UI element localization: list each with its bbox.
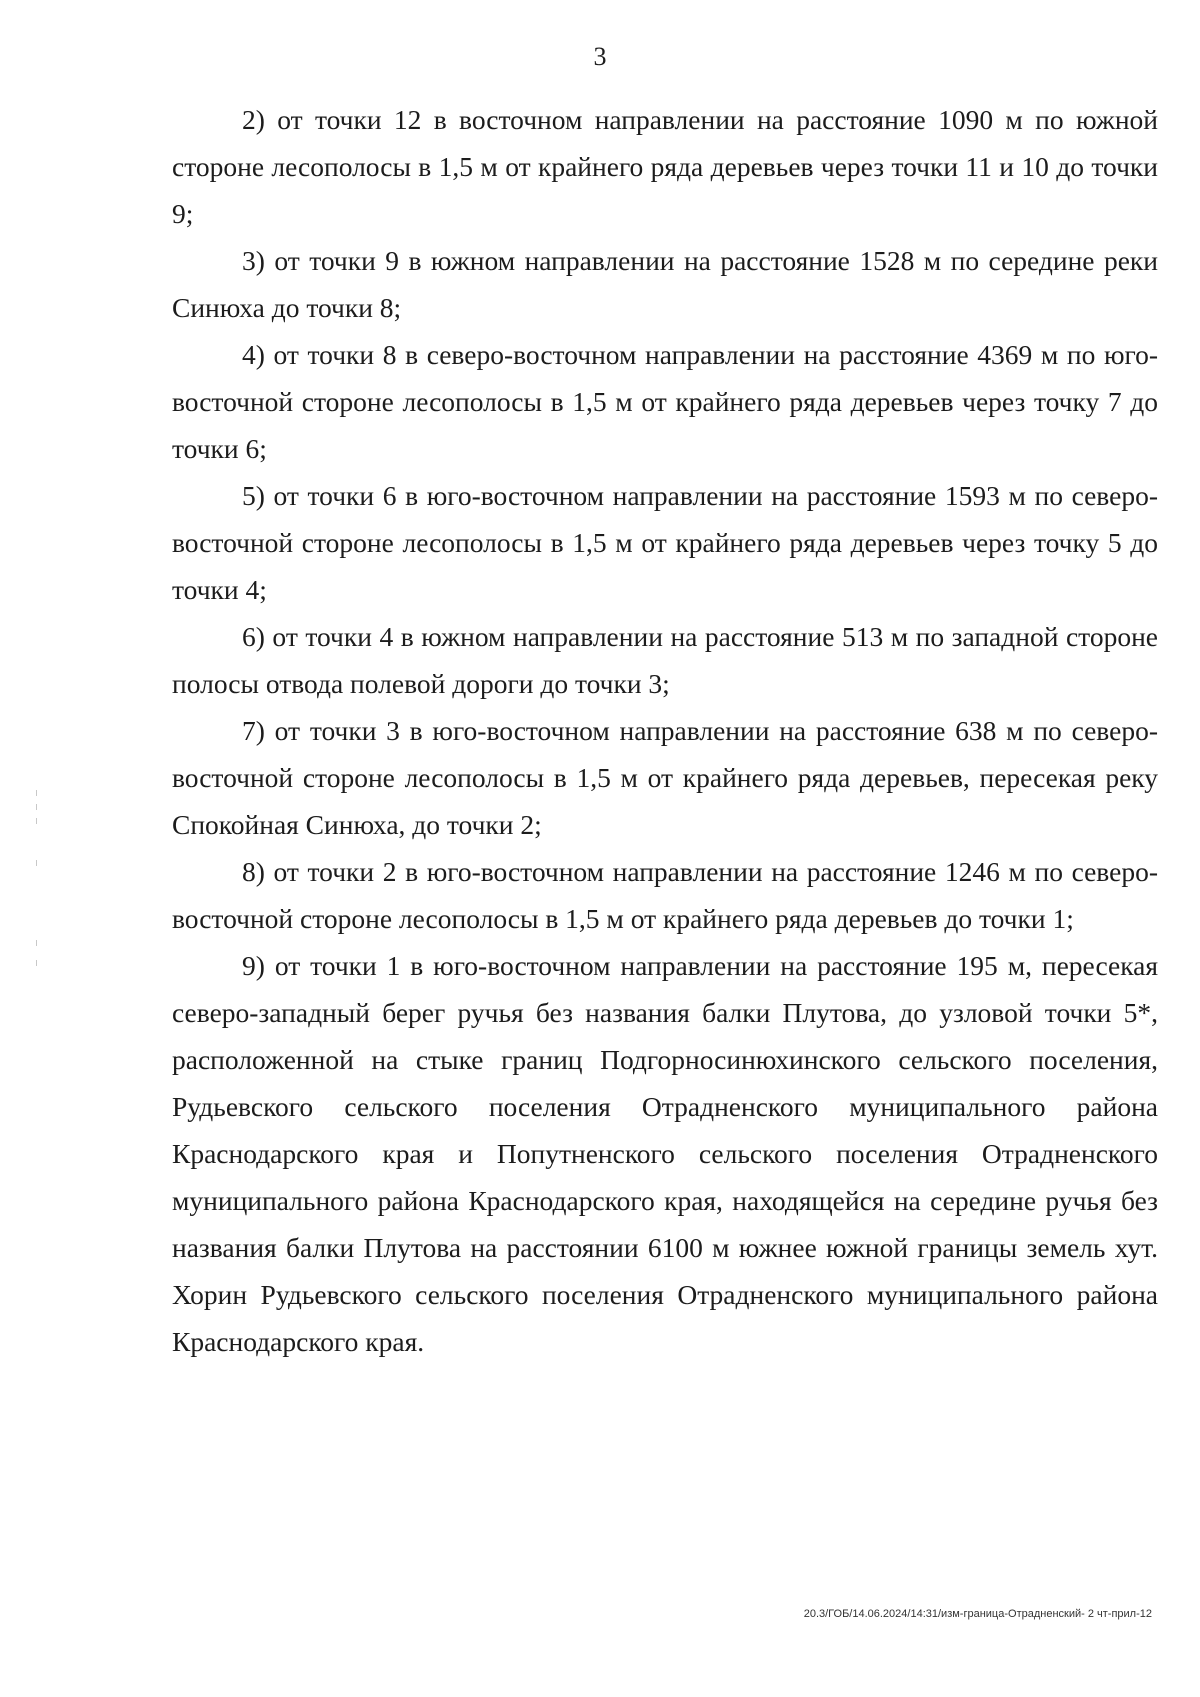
- paragraph-item-3: 3) от точки 9 в южном направлении на расстояние 1528 м по середине реки Синюха до точки 8;: [172, 245, 1158, 323]
- paragraph-item-4: 4) от точки 8 в северо-восточном направлении на расстояние 4369 м по юго-восточной стороне лесополосы в 1,5 м от крайнего ряда деревьев через точку 7 до точки 6;: [172, 339, 1158, 464]
- paragraph-item-6: 6) от точки 4 в южном направлении на расстояние 513 м по западной стороне полосы отвода полевой дороги до точки 3;: [172, 621, 1158, 699]
- paragraph-item-2: 2) от точки 12 в восточном направлении на расстояние 1090 м по южной стороне лесополосы в 1,5 м от крайнего ряда деревьев через точки 11 и 10 до точки 9;: [172, 104, 1158, 229]
- scan-artifact: [36, 790, 38, 990]
- paragraph-item-9: 9) от точки 1 в юго-восточном направлении на расстояние 195 м, пересекая северо-западный берег ручья без названия балки Плутова, до узловой точки 5*, расположенной на стыке границ Подгорносинюхинского сельского поселения, Рудьевского сельского поселения Отрадненского муниципального района Краснодарского края и Попутненского сельского поселения Отрадненского муниципального района Краснодарского края, находящейся на середине ручья без названия балки Плутова на расстоянии 6100 м южнее южной границы земель хут. Хорин Рудьевского сельского поселения Отрадненского муниципального района Краснодарского края.: [172, 950, 1158, 1357]
- paragraph-item-8: 8) от точки 2 в юго-восточном направлении на расстояние 1246 м по северо-восточной стороне лесополосы в 1,5 м от крайнего ряда деревьев до точки 1;: [172, 856, 1158, 934]
- document-footer-stamp: 20.3/ГОБ/14.06.2024/14:31/изм-граница-Отрадненский- 2 чт-прил-12: [803, 1608, 1152, 1620]
- document-body: [172, 96, 1158, 1365]
- paragraph-item-7: 7) от точки 3 в юго-восточном направлении на расстояние 638 м по северо-восточной стороне лесополосы в 1,5 м от крайнего ряда деревьев, пересекая реку Спокойная Синюха, до точки 2;: [172, 715, 1158, 840]
- paragraph-item-5: 5) от точки 6 в юго-восточном направлении на расстояние 1593 м по северо-восточной стороне лесополосы в 1,5 м от крайнего ряда деревьев через точку 5 до точки 4;: [172, 480, 1158, 605]
- page-number: 3: [593, 42, 607, 71]
